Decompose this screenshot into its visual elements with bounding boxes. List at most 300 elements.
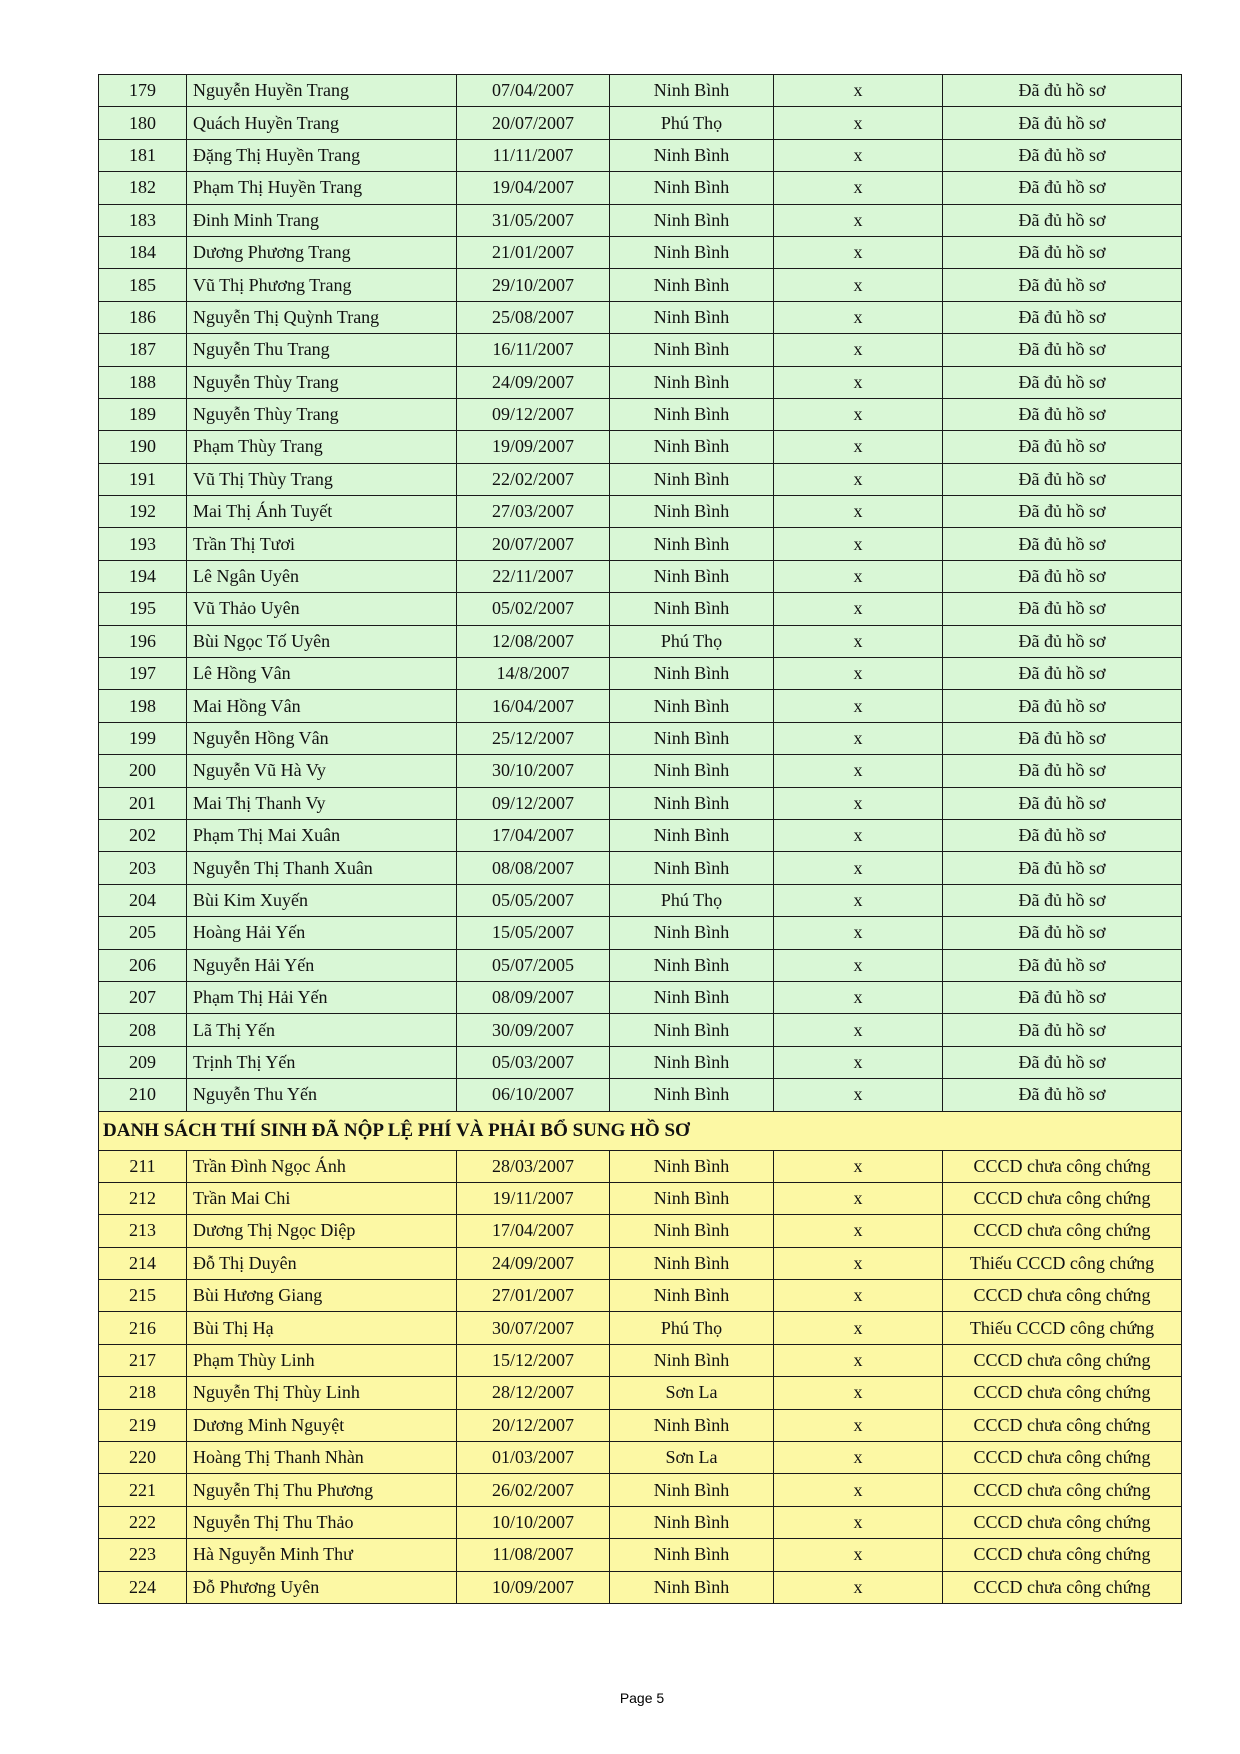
cell-stt: 179 <box>99 75 187 107</box>
cell-stt: 183 <box>99 204 187 236</box>
cell-status: CCCD chưa công chứng <box>943 1409 1182 1441</box>
table-row <box>99 1571 1182 1603</box>
cell-status: Đã đủ hồ sơ <box>943 949 1182 981</box>
cell-status: CCCD chưa công chứng <box>943 1150 1182 1182</box>
cell-place: Ninh Bình <box>610 949 774 981</box>
candidate-table <box>98 74 1182 1604</box>
cell-stt: 182 <box>99 172 187 204</box>
cell-dob: 12/08/2007 <box>457 625 610 657</box>
table-row <box>99 431 1182 463</box>
cell-dob: 16/11/2007 <box>457 334 610 366</box>
cell-stt: 198 <box>99 690 187 722</box>
cell-mark: x <box>774 1409 943 1441</box>
cell-place: Ninh Bình <box>610 819 774 851</box>
cell-dob: 05/05/2007 <box>457 884 610 916</box>
cell-status: CCCD chưa công chứng <box>943 1215 1182 1247</box>
cell-stt: 193 <box>99 528 187 560</box>
cell-mark: x <box>774 1377 943 1409</box>
cell-stt: 218 <box>99 1377 187 1409</box>
table-row <box>99 366 1182 398</box>
cell-name: Phạm Thị Huyền Trang <box>187 172 457 204</box>
cell-stt: 212 <box>99 1182 187 1214</box>
table-row <box>99 1506 1182 1538</box>
cell-status: CCCD chưa công chứng <box>943 1344 1182 1376</box>
cell-status: CCCD chưa công chứng <box>943 1506 1182 1538</box>
cell-mark: x <box>774 431 943 463</box>
cell-place: Ninh Bình <box>610 1182 774 1214</box>
cell-dob: 20/07/2007 <box>457 107 610 139</box>
cell-status: Đã đủ hồ sơ <box>943 560 1182 592</box>
cell-dob: 24/09/2007 <box>457 366 610 398</box>
cell-mark: x <box>774 593 943 625</box>
cell-status: Đã đủ hồ sơ <box>943 269 1182 301</box>
cell-stt: 180 <box>99 107 187 139</box>
cell-dob: 08/09/2007 <box>457 981 610 1013</box>
table-row <box>99 593 1182 625</box>
cell-mark: x <box>774 1046 943 1078</box>
cell-stt: 201 <box>99 787 187 819</box>
cell-stt: 197 <box>99 658 187 690</box>
cell-name: Phạm Thị Mai Xuân <box>187 819 457 851</box>
cell-name: Lã Thị Yến <box>187 1014 457 1046</box>
cell-status: Đã đủ hồ sơ <box>943 1014 1182 1046</box>
cell-mark: x <box>774 1182 943 1214</box>
cell-mark: x <box>774 301 943 333</box>
cell-stt: 181 <box>99 139 187 171</box>
cell-status: Đã đủ hồ sơ <box>943 852 1182 884</box>
table-row <box>99 334 1182 366</box>
cell-dob: 09/12/2007 <box>457 398 610 430</box>
cell-name: Nguyễn Thu Trang <box>187 334 457 366</box>
cell-status: Đã đủ hồ sơ <box>943 1046 1182 1078</box>
cell-dob: 05/07/2005 <box>457 949 610 981</box>
table-row <box>99 819 1182 851</box>
cell-status: Đã đủ hồ sơ <box>943 334 1182 366</box>
table-row <box>99 172 1182 204</box>
cell-dob: 07/04/2007 <box>457 75 610 107</box>
cell-status: Đã đủ hồ sơ <box>943 690 1182 722</box>
cell-name: Đặng Thị Huyền Trang <box>187 139 457 171</box>
cell-name: Đỗ Thị Duyên <box>187 1247 457 1279</box>
cell-stt: 203 <box>99 852 187 884</box>
cell-mark: x <box>774 1014 943 1046</box>
cell-name: Nguyễn Vũ Hà Vy <box>187 755 457 787</box>
cell-name: Mai Thị Ánh Tuyết <box>187 496 457 528</box>
cell-stt: 185 <box>99 269 187 301</box>
cell-stt: 207 <box>99 981 187 1013</box>
cell-status: Đã đủ hồ sơ <box>943 236 1182 268</box>
table-row <box>99 787 1182 819</box>
cell-mark: x <box>774 334 943 366</box>
cell-place: Ninh Bình <box>610 1079 774 1111</box>
cell-mark: x <box>774 1539 943 1571</box>
cell-dob: 29/10/2007 <box>457 269 610 301</box>
table-row <box>99 852 1182 884</box>
cell-stt: 186 <box>99 301 187 333</box>
cell-mark: x <box>774 75 943 107</box>
cell-dob: 19/11/2007 <box>457 1182 610 1214</box>
cell-status: Đã đủ hồ sơ <box>943 884 1182 916</box>
cell-dob: 14/8/2007 <box>457 658 610 690</box>
table-row <box>99 1079 1182 1111</box>
cell-mark: x <box>774 755 943 787</box>
cell-stt: 196 <box>99 625 187 657</box>
table-row <box>99 981 1182 1013</box>
cell-status: Đã đủ hồ sơ <box>943 366 1182 398</box>
cell-name: Đỗ Phương Uyên <box>187 1571 457 1603</box>
table-row <box>99 560 1182 592</box>
cell-name: Trần Thị Tươi <box>187 528 457 560</box>
cell-name: Quách Huyền Trang <box>187 107 457 139</box>
cell-place: Ninh Bình <box>610 852 774 884</box>
table-row <box>99 1377 1182 1409</box>
cell-place: Ninh Bình <box>610 1215 774 1247</box>
cell-place: Ninh Bình <box>610 301 774 333</box>
cell-place: Phú Thọ <box>610 625 774 657</box>
cell-dob: 06/10/2007 <box>457 1079 610 1111</box>
table-row <box>99 269 1182 301</box>
table-row <box>99 722 1182 754</box>
cell-name: Dương Phương Trang <box>187 236 457 268</box>
cell-stt: 199 <box>99 722 187 754</box>
cell-name: Vũ Thị Phương Trang <box>187 269 457 301</box>
cell-status: Đã đủ hồ sơ <box>943 755 1182 787</box>
cell-stt: 189 <box>99 398 187 430</box>
cell-dob: 05/02/2007 <box>457 593 610 625</box>
cell-place: Ninh Bình <box>610 172 774 204</box>
cell-dob: 22/11/2007 <box>457 560 610 592</box>
cell-place: Ninh Bình <box>610 75 774 107</box>
table-row <box>99 204 1182 236</box>
cell-name: Hà Nguyễn Minh Thư <box>187 1539 457 1571</box>
cell-place: Ninh Bình <box>610 1247 774 1279</box>
cell-place: Ninh Bình <box>610 139 774 171</box>
table-row <box>99 398 1182 430</box>
cell-name: Trần Đình Ngọc Ánh <box>187 1150 457 1182</box>
cell-place: Ninh Bình <box>610 755 774 787</box>
cell-name: Nguyễn Thùy Trang <box>187 398 457 430</box>
cell-mark: x <box>774 1442 943 1474</box>
cell-status: Đã đủ hồ sơ <box>943 139 1182 171</box>
cell-stt: 216 <box>99 1312 187 1344</box>
cell-status: Đã đủ hồ sơ <box>943 917 1182 949</box>
cell-status: Thiếu CCCD công chứng <box>943 1247 1182 1279</box>
cell-name: Nguyễn Thu Yến <box>187 1079 457 1111</box>
table-row <box>99 755 1182 787</box>
cell-status: Đã đủ hồ sơ <box>943 593 1182 625</box>
cell-stt: 224 <box>99 1571 187 1603</box>
cell-mark: x <box>774 398 943 430</box>
cell-dob: 26/02/2007 <box>457 1474 610 1506</box>
cell-mark: x <box>774 139 943 171</box>
cell-place: Ninh Bình <box>610 528 774 560</box>
table-row <box>99 1409 1182 1441</box>
cell-name: Trần Mai Chi <box>187 1182 457 1214</box>
cell-status: Đã đủ hồ sơ <box>943 528 1182 560</box>
cell-mark: x <box>774 1506 943 1538</box>
cell-stt: 206 <box>99 949 187 981</box>
cell-place: Ninh Bình <box>610 1506 774 1538</box>
table-row <box>99 625 1182 657</box>
cell-mark: x <box>774 560 943 592</box>
cell-dob: 30/10/2007 <box>457 755 610 787</box>
cell-mark: x <box>774 528 943 560</box>
cell-mark: x <box>774 366 943 398</box>
cell-place: Ninh Bình <box>610 917 774 949</box>
cell-name: Dương Minh Nguyệt <box>187 1409 457 1441</box>
cell-dob: 25/08/2007 <box>457 301 610 333</box>
cell-name: Nguyễn Hồng Vân <box>187 722 457 754</box>
cell-place: Sơn La <box>610 1377 774 1409</box>
cell-status: Đã đủ hồ sơ <box>943 1079 1182 1111</box>
cell-dob: 10/09/2007 <box>457 1571 610 1603</box>
cell-mark: x <box>774 463 943 495</box>
cell-status: CCCD chưa công chứng <box>943 1571 1182 1603</box>
cell-stt: 220 <box>99 1442 187 1474</box>
cell-dob: 30/07/2007 <box>457 1312 610 1344</box>
cell-dob: 11/08/2007 <box>457 1539 610 1571</box>
cell-name: Nguyễn Thị Quỳnh Trang <box>187 301 457 333</box>
cell-status: Đã đủ hồ sơ <box>943 398 1182 430</box>
cell-name: Dương Thị Ngọc Diệp <box>187 1215 457 1247</box>
cell-mark: x <box>774 852 943 884</box>
cell-place: Ninh Bình <box>610 1344 774 1376</box>
cell-name: Nguyễn Thị Thu Thảo <box>187 1506 457 1538</box>
cell-status: Đã đủ hồ sơ <box>943 658 1182 690</box>
cell-dob: 19/09/2007 <box>457 431 610 463</box>
cell-place: Ninh Bình <box>610 1409 774 1441</box>
cell-mark: x <box>774 1344 943 1376</box>
cell-place: Ninh Bình <box>610 1014 774 1046</box>
cell-dob: 01/03/2007 <box>457 1442 610 1474</box>
cell-stt: 208 <box>99 1014 187 1046</box>
cell-place: Ninh Bình <box>610 787 774 819</box>
cell-stt: 213 <box>99 1215 187 1247</box>
table-row <box>99 75 1182 107</box>
cell-stt: 184 <box>99 236 187 268</box>
cell-mark: x <box>774 658 943 690</box>
cell-stt: 215 <box>99 1280 187 1312</box>
cell-place: Phú Thọ <box>610 1312 774 1344</box>
cell-place: Ninh Bình <box>610 1280 774 1312</box>
cell-dob: 05/03/2007 <box>457 1046 610 1078</box>
cell-dob: 20/12/2007 <box>457 1409 610 1441</box>
cell-mark: x <box>774 1280 943 1312</box>
cell-name: Bùi Hương Giang <box>187 1280 457 1312</box>
table-row <box>99 1442 1182 1474</box>
cell-status: Đã đủ hồ sơ <box>943 463 1182 495</box>
cell-status: Đã đủ hồ sơ <box>943 204 1182 236</box>
cell-mark: x <box>774 690 943 722</box>
cell-mark: x <box>774 722 943 754</box>
cell-mark: x <box>774 1150 943 1182</box>
cell-place: Ninh Bình <box>610 236 774 268</box>
cell-stt: 192 <box>99 496 187 528</box>
table-row <box>99 107 1182 139</box>
cell-place: Ninh Bình <box>610 204 774 236</box>
cell-mark: x <box>774 1571 943 1603</box>
cell-name: Nguyễn Hải Yến <box>187 949 457 981</box>
cell-place: Ninh Bình <box>610 269 774 301</box>
table-row <box>99 139 1182 171</box>
cell-dob: 11/11/2007 <box>457 139 610 171</box>
cell-name: Hoàng Hải Yến <box>187 917 457 949</box>
cell-place: Ninh Bình <box>610 1539 774 1571</box>
cell-name: Nguyễn Thị Thùy Linh <box>187 1377 457 1409</box>
cell-place: Ninh Bình <box>610 981 774 1013</box>
cell-stt: 204 <box>99 884 187 916</box>
table-row <box>99 949 1182 981</box>
cell-status: CCCD chưa công chứng <box>943 1182 1182 1214</box>
supplement-rows <box>99 1150 1182 1603</box>
table-row <box>99 1344 1182 1376</box>
cell-name: Vũ Thảo Uyên <box>187 593 457 625</box>
cell-mark: x <box>774 625 943 657</box>
cell-mark: x <box>774 1247 943 1279</box>
cell-stt: 217 <box>99 1344 187 1376</box>
cell-stt: 195 <box>99 593 187 625</box>
cell-place: Ninh Bình <box>610 560 774 592</box>
cell-status: Đã đủ hồ sơ <box>943 787 1182 819</box>
cell-stt: 211 <box>99 1150 187 1182</box>
cell-stt: 188 <box>99 366 187 398</box>
cell-mark: x <box>774 1215 943 1247</box>
cell-status: Đã đủ hồ sơ <box>943 431 1182 463</box>
table-row <box>99 917 1182 949</box>
cell-mark: x <box>774 1079 943 1111</box>
cell-name: Vũ Thị Thùy Trang <box>187 463 457 495</box>
cell-place: Phú Thọ <box>610 107 774 139</box>
page-footer: Page 5 <box>619 1690 665 1706</box>
cell-place: Phú Thọ <box>610 884 774 916</box>
cell-status: CCCD chưa công chứng <box>943 1377 1182 1409</box>
cell-status: Đã đủ hồ sơ <box>943 75 1182 107</box>
cell-mark: x <box>774 172 943 204</box>
table-row <box>99 1280 1182 1312</box>
cell-place: Ninh Bình <box>610 334 774 366</box>
cell-mark: x <box>774 1474 943 1506</box>
cell-status: Đã đủ hồ sơ <box>943 625 1182 657</box>
cell-dob: 16/04/2007 <box>457 690 610 722</box>
cell-status: CCCD chưa công chứng <box>943 1474 1182 1506</box>
cell-status: Đã đủ hồ sơ <box>943 722 1182 754</box>
cell-stt: 194 <box>99 560 187 592</box>
cell-name: Nguyễn Thị Thanh Xuân <box>187 852 457 884</box>
cell-name: Trịnh Thị Yến <box>187 1046 457 1078</box>
section-header: DANH SÁCH THÍ SINH ĐÃ NỘP LỆ PHÍ VÀ PHẢI BỔ SUNG HỒ SƠ <box>99 1111 1182 1150</box>
cell-mark: x <box>774 496 943 528</box>
cell-name: Phạm Thùy Linh <box>187 1344 457 1376</box>
cell-dob: 15/05/2007 <box>457 917 610 949</box>
table-row <box>99 528 1182 560</box>
cell-mark: x <box>774 787 943 819</box>
cell-status: Đã đủ hồ sơ <box>943 107 1182 139</box>
cell-stt: 205 <box>99 917 187 949</box>
cell-name: Bùi Kim Xuyến <box>187 884 457 916</box>
cell-name: Phạm Thị Hải Yến <box>187 981 457 1013</box>
cell-status: Đã đủ hồ sơ <box>943 496 1182 528</box>
cell-place: Ninh Bình <box>610 593 774 625</box>
cell-status: CCCD chưa công chứng <box>943 1280 1182 1312</box>
cell-stt: 209 <box>99 1046 187 1078</box>
cell-dob: 21/01/2007 <box>457 236 610 268</box>
cell-dob: 09/12/2007 <box>457 787 610 819</box>
cell-dob: 22/02/2007 <box>457 463 610 495</box>
cell-name: Đinh Minh Trang <box>187 204 457 236</box>
cell-place: Ninh Bình <box>610 366 774 398</box>
cell-mark: x <box>774 269 943 301</box>
cell-place: Ninh Bình <box>610 1046 774 1078</box>
cell-stt: 222 <box>99 1506 187 1538</box>
cell-name: Nguyễn Thị Thu Phương <box>187 1474 457 1506</box>
cell-status: Đã đủ hồ sơ <box>943 301 1182 333</box>
table-row <box>99 463 1182 495</box>
cell-status: Đã đủ hồ sơ <box>943 172 1182 204</box>
cell-dob: 27/01/2007 <box>457 1280 610 1312</box>
cell-stt: 187 <box>99 334 187 366</box>
cell-place: Ninh Bình <box>610 463 774 495</box>
cell-place: Sơn La <box>610 1442 774 1474</box>
cell-mark: x <box>774 819 943 851</box>
cell-stt: 223 <box>99 1539 187 1571</box>
table-row <box>99 1046 1182 1078</box>
cell-mark: x <box>774 204 943 236</box>
cell-stt: 221 <box>99 1474 187 1506</box>
table-row <box>99 1182 1182 1214</box>
cell-dob: 25/12/2007 <box>457 722 610 754</box>
cell-dob: 08/08/2007 <box>457 852 610 884</box>
cell-mark: x <box>774 949 943 981</box>
cell-name: Nguyễn Thùy Trang <box>187 366 457 398</box>
cell-mark: x <box>774 884 943 916</box>
cell-mark: x <box>774 1312 943 1344</box>
complete-rows <box>99 75 1182 1112</box>
cell-dob: 20/07/2007 <box>457 528 610 560</box>
cell-name: Bùi Thị Hạ <box>187 1312 457 1344</box>
cell-stt: 219 <box>99 1409 187 1441</box>
cell-place: Ninh Bình <box>610 1474 774 1506</box>
cell-stt: 202 <box>99 819 187 851</box>
cell-mark: x <box>774 107 943 139</box>
cell-dob: 10/10/2007 <box>457 1506 610 1538</box>
cell-place: Ninh Bình <box>610 690 774 722</box>
cell-place: Ninh Bình <box>610 1571 774 1603</box>
cell-place: Ninh Bình <box>610 722 774 754</box>
table-row <box>99 1014 1182 1046</box>
cell-dob: 30/09/2007 <box>457 1014 610 1046</box>
table-row <box>99 1247 1182 1279</box>
cell-mark: x <box>774 981 943 1013</box>
table-row <box>99 1474 1182 1506</box>
cell-dob: 15/12/2007 <box>457 1344 610 1376</box>
table-row <box>99 658 1182 690</box>
cell-place: Ninh Bình <box>610 1150 774 1182</box>
table-row <box>99 690 1182 722</box>
table-row <box>99 236 1182 268</box>
cell-name: Phạm Thùy Trang <box>187 431 457 463</box>
cell-status: Đã đủ hồ sơ <box>943 981 1182 1013</box>
cell-place: Ninh Bình <box>610 496 774 528</box>
cell-dob: 27/03/2007 <box>457 496 610 528</box>
cell-mark: x <box>774 917 943 949</box>
cell-status: CCCD chưa công chứng <box>943 1442 1182 1474</box>
cell-place: Ninh Bình <box>610 431 774 463</box>
cell-name: Nguyễn Huyền Trang <box>187 75 457 107</box>
cell-stt: 214 <box>99 1247 187 1279</box>
table-row <box>99 884 1182 916</box>
table-row <box>99 1150 1182 1182</box>
cell-stt: 210 <box>99 1079 187 1111</box>
